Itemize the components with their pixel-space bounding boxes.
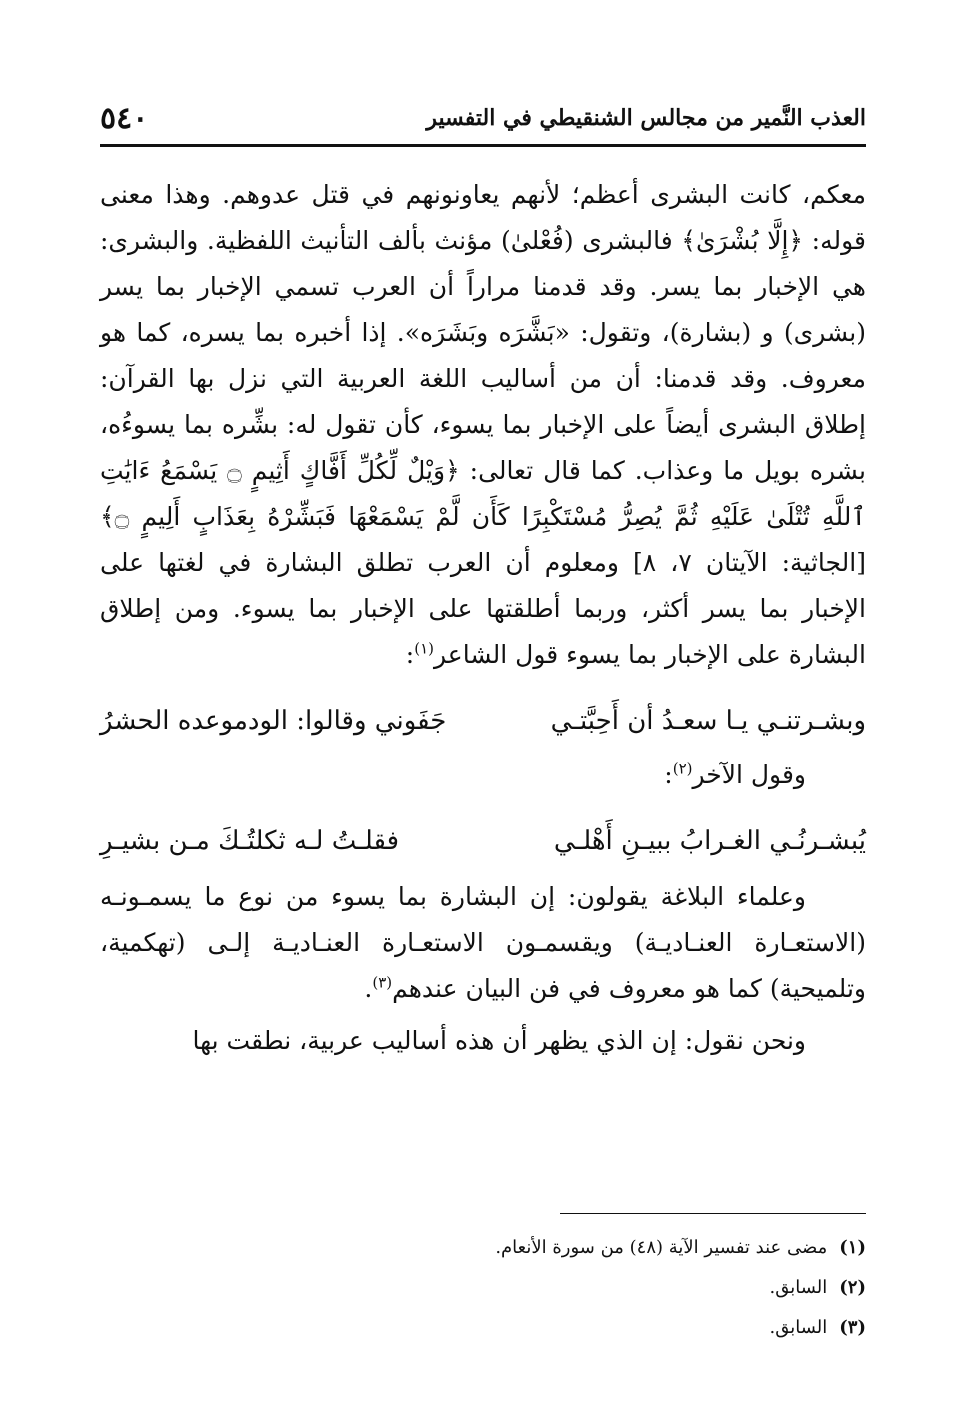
footnote-number: (١) <box>839 1237 866 1258</box>
footnote-text: السابق. <box>769 1317 828 1338</box>
main-text <box>100 172 866 1064</box>
footnote-ref-2: (٢) <box>672 759 693 778</box>
header-divider <box>100 144 866 147</box>
verse-2-second-hemistich: فقلـتُ لـه ثكلتُـكَ مـن بشيـرِ <box>100 826 400 856</box>
footnote-1 <box>100 1228 866 1268</box>
page-number: ٥٤٠ <box>100 100 149 136</box>
poem-verse-1 <box>100 694 866 748</box>
second-poet-intro: وقول الآخر$^{(٢)}$: <box>664 759 806 789</box>
paragraph-3: ونحن نقول: إن الذي يظهر أن هذه أساليب عربية، نطقت بها <box>192 1026 806 1055</box>
verse-2-first-hemistich: يُبشـرنُـي الغـرابُ ببيـنِ أَهْلـي <box>553 826 866 856</box>
verse-1-first-hemistich: وبشـرتنـي يـا سعـدُ أن أَحِبَّتـي <box>550 706 866 736</box>
footnote-text: مضى عند تفسير الآية (٤٨) من سورة الأنعام. <box>495 1237 828 1258</box>
paragraph-2: وعلماء البلاغة يقولون: إن البشارة بما يسوء من نوع ما يسمـونـه (الاستعـارة العنـاديـة) ويقسمـون الاستعـارة العنـاديـة إلـى (تهكمية، وتلميحية) كما هو معروف في فن البيان عندهم$^{(٣)}$. <box>100 882 866 1003</box>
footnotes <box>100 1228 866 1348</box>
poem-verse-2 <box>100 814 866 868</box>
footnote-2 <box>100 1268 866 1308</box>
running-title: العذب النَّمير من مجالس الشنقيطي في التفسير <box>426 105 866 131</box>
footnote-number: (٢) <box>839 1277 866 1298</box>
paragraph-1: معكم، كانت البشرى أعظم؛ لأنهم يعاونونهم في قتل عدوهم. وهذا معنى قوله: ﴿إِلَّا بُشْرَىٰ﴾ فالبشرى (فُعْلىٰ) مؤنث بألف التأنيث اللفظية. والبشرى: هي الإخبار بما يسر. وقد قدمنا مراراً أن العرب تسمي الإخبار بما يسر (بشرى) و (بشارة)، وتقول: «بَشَّرَه وبَشَرَه». إذا أخبره بما يسره، كما هو معروف. وقد قدمنا: أن من أساليب اللغة العربية التي نزل بها القرآن: إطلاق البشرى أيضاً على الإخبار بما يسوء، كأن تقول له: بشِّره بما يسوءُه، بشره بويل ما وعذاب. كما قال تعالى: ﴿وَيْلٌ لِّكُلِّ أَفَّاكٍ أَثِيمٍ ۝ يَسْمَعُ ءَايَٰتِ ٱللَّهِ تُتْلَىٰ عَلَيْهِ ثُمَّ يُصِرُّ مُسْتَكْبِرًا كَأَن لَّمْ يَسْمَعْهَا فَبَشِّرْهُ بِعَذَابٍ أَلِيمٍ ۝﴾ [الجاثية: الآيتان ٧، ٨] ومعلوم أن العرب تطلق البشارة في لغتها على الإخبار بما يسر أكثر، وربما أطلقتها على الإخبار بما يسوء. ومن إطلاق البشارة على الإخبار بما يسوء قول الشاعر$^{(١)}$: <box>100 180 866 669</box>
footnote-3 <box>100 1308 866 1348</box>
footnote-number: (٣) <box>839 1317 866 1338</box>
footnote-text: السابق. <box>769 1277 828 1298</box>
footnote-divider <box>560 1213 866 1214</box>
page-header <box>100 96 866 140</box>
verse-1-second-hemistich: جَفَوني وقالوا: الودموعده الحشرُ <box>100 706 447 736</box>
footnote-ref-3: (٣) <box>372 973 393 992</box>
footnote-ref-1: (١) <box>414 639 435 658</box>
